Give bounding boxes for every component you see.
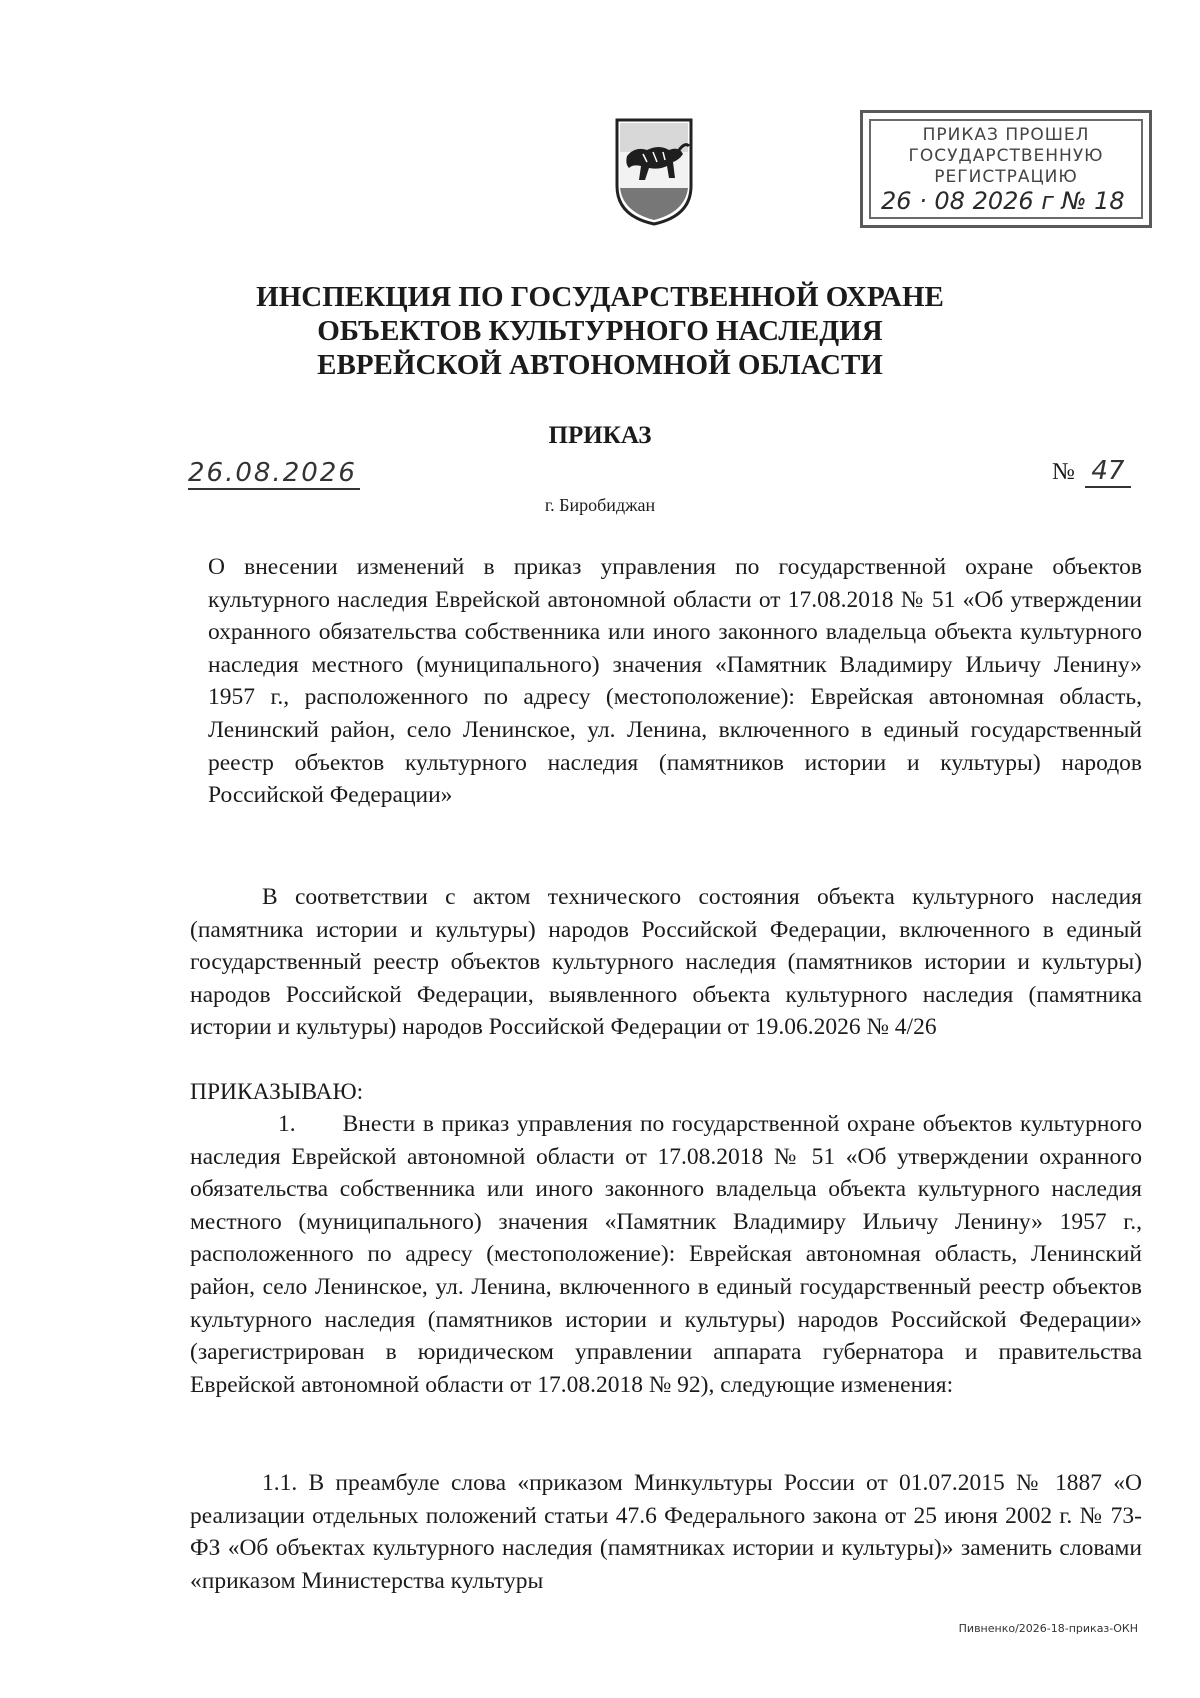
stamp-handwritten-date-number: 26 · 08 2026 г № 18 [881,187,1125,215]
org-heading-line-3: ЕВРЕЙСКОЙ АВТОНОМНОЙ ОБЛАСТИ [317,349,883,381]
document-title-paragraph: О внесении изменений в приказ управления по государственной охране объектов культурного наследия Еврейской автономной области от 17.08.2018 № 51 «Об утверждении охранного обязательства собственника или иного законного владельца объекта культурного наследия местного (муниципального) значения «Памятник Владимиру Ильичу Ленину» 1957 г., расположенного по адресу (местоположение): Еврейская автономная область, Ленинский район, село Ленинское, ул. Ленина, включенного в единый государственный реестр объектов культурного наследия (памятников истории и культуры) народов Российской Федерации» [208,554,1142,809]
order-word: ПРИКАЗЫВАЮ: [190,1079,364,1105]
document-type: ПРИКАЗ [548,422,652,449]
coat-of-arms-emblem [613,116,695,228]
order-point-1-1: 1.1. В преамбуле слова «приказом Минкультуры России от 01.07.2015 № 1887 «О реализации отдельных положений статьи 47.6 Федерального закона от 25 июня 2002 г. № 73-ФЗ «Об объектах культурного наследия (памятниках истории и культуры)» заменить словами «приказом Министерства культуры [190,1470,1142,1594]
preamble-paragraph: В соответствии с актом технического состояния объекта культурного наследия (памятника истории и культуры) народов Российской Федерации, включенного в единый государственный реестр объектов культурного наследия (памятников истории и культуры) народов Российской Федерации, выявленного объекта культурного наследия (памятника истории и культуры) народов Российской Федерации от 19.06.2026 № 4/26 [190,884,1142,1041]
stamp-line-2: ГОСУДАРСТВЕННУЮ [908,146,1104,166]
number-label: № [1052,459,1075,485]
organization-heading [200,280,1000,382]
registration-stamp [860,110,1152,228]
org-heading-line-1: ИНСПЕКЦИЯ ПО ГОСУДАРСТВЕННОЙ ОХРАНЕ [256,281,944,313]
document-place: г. Биробиджан [544,495,656,515]
order-point-1: 1. Внести в приказ управления по государственной охране объектов культурного наследия Еврейской автономной области от 17.08.2018 № 51 «Об утверждении охранного обязательства собственника или иного законного владельца объекта культурного наследия местного (муниципального) значения «Памятник Владимиру Ильичу Ленину» 1957 г., расположенного по адресу (местоположение): Еврейская автономная область, Ленинский район, село Ленинское, ул. Ленина, включенного в единый государственный реестр объектов культурного наследия (памятников истории и культуры) народов Российской Федерации» (зарегистрирован в юридическом управлении аппарата губернатора и правительства Еврейской автономной области от 17.08.2018 № 92), следующие изменения: [190,1111,1142,1398]
document-date: 26.08.2026 [188,458,360,490]
footer-executor-code: Пивненко/2026-18-приказ-ОКН [958,1622,1138,1635]
stamp-line-3: РЕГИСТРАЦИЮ [934,167,1078,187]
document-number-field [1052,456,1131,488]
org-heading-line-2: ОБЪЕКТОВ КУЛЬТУРНОГО НАСЛЕДИЯ [317,315,883,347]
stamp-line-1: ПРИКАЗ ПРОШЕЛ [922,125,1090,145]
document-number: 47 [1085,456,1131,488]
